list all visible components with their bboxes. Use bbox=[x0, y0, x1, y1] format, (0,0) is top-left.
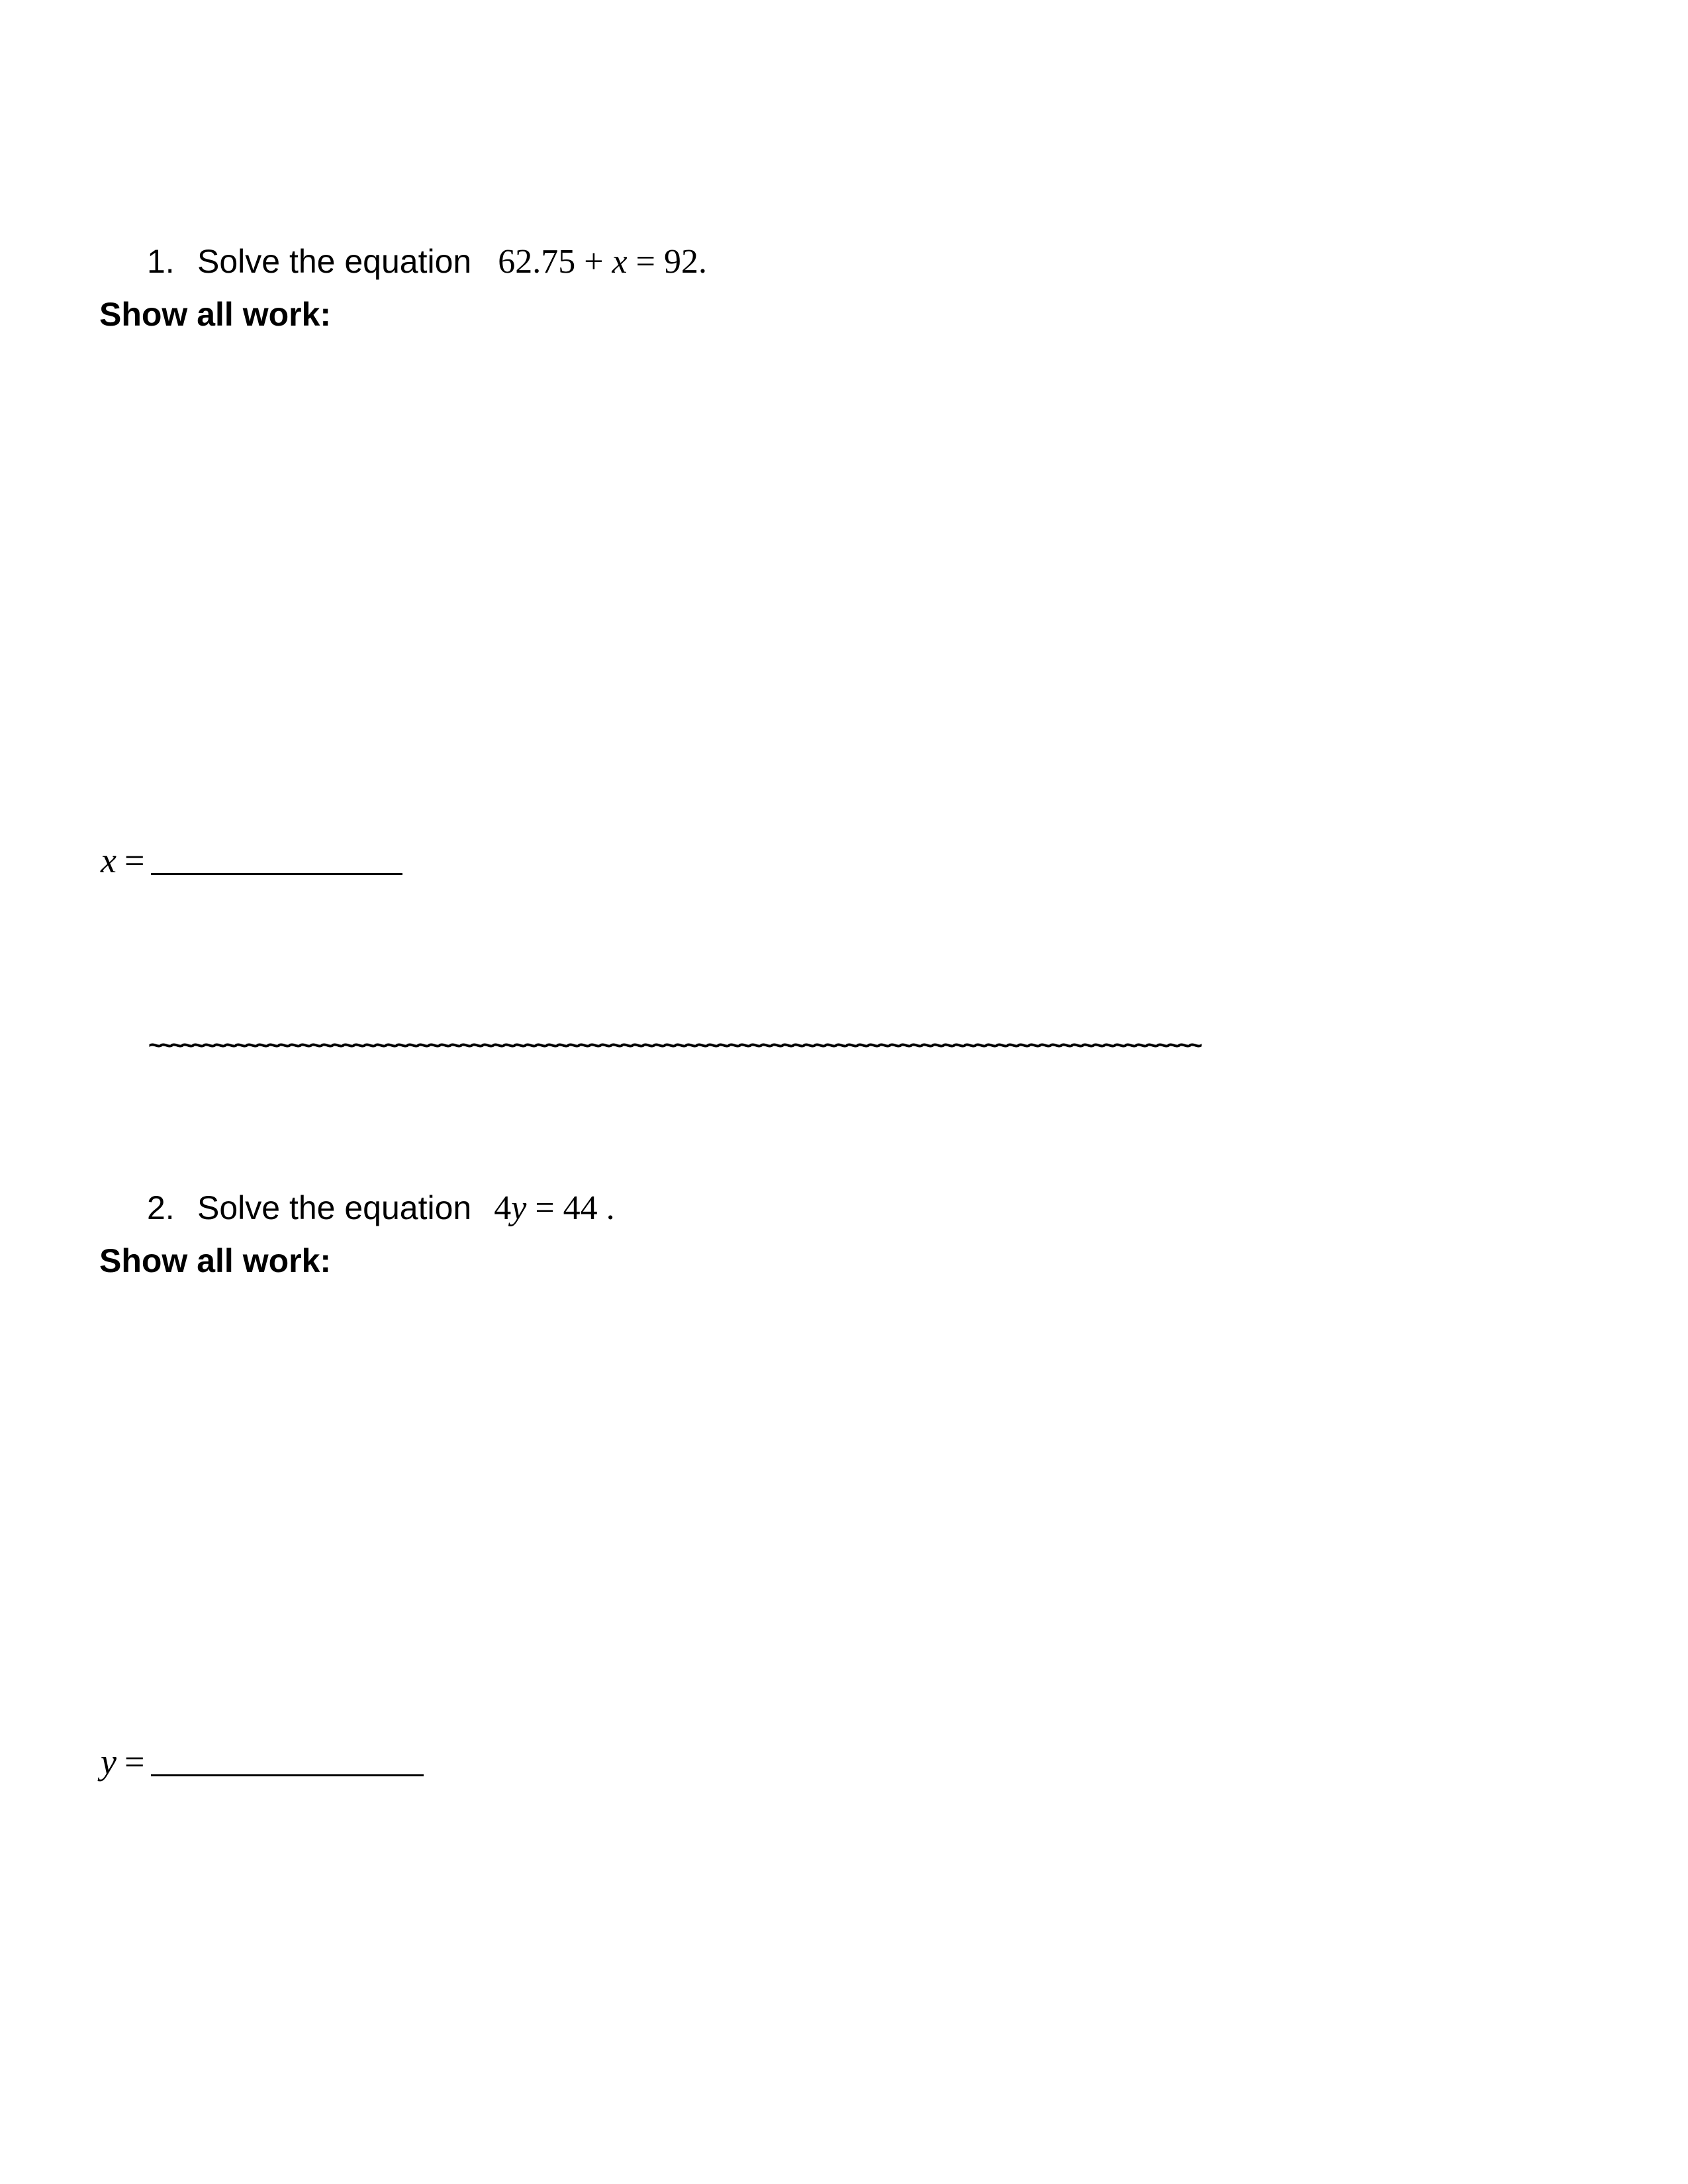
question-2-work-label: Show all work: bbox=[99, 1242, 332, 1279]
question-1-equation-variable: x bbox=[612, 243, 628, 281]
question-2-equation bbox=[494, 1189, 614, 1227]
question-1-answer-equals: = bbox=[124, 841, 145, 880]
question-2-equation-variable: y bbox=[511, 1189, 527, 1227]
question-2-prompt: Solve the equation bbox=[197, 1189, 472, 1226]
question-1-work-label: Show all work: bbox=[99, 296, 332, 333]
question-1-answer-row bbox=[101, 841, 402, 880]
section-divider: ~~~~~~~~~~~~~~~~~~~~~~~~~~~~~~~~~~~~~~~~~~~~~~~~~~~~~~~~~~~~~~~~~~~~~~~~~~~~~~~~~~~~~~~~~~~~~~~~~~ bbox=[148, 1032, 1199, 1059]
question-1-equation-left: 62.75 + bbox=[498, 243, 612, 281]
question-2-answer-row bbox=[101, 1742, 424, 1782]
question-2-answer-variable: y bbox=[101, 1742, 117, 1782]
question-1-equation-right: = 92. bbox=[627, 243, 707, 281]
question-2-number: 2. bbox=[147, 1189, 175, 1226]
question-1 bbox=[147, 242, 707, 282]
question-2-equation-right: = 44 . bbox=[526, 1189, 615, 1227]
question-2-equation-left: 4 bbox=[494, 1189, 512, 1227]
question-1-equation bbox=[498, 243, 707, 281]
question-2-answer-equals: = bbox=[124, 1742, 145, 1782]
question-1-number: 1. bbox=[147, 243, 175, 280]
question-1-answer-blank[interactable] bbox=[151, 846, 402, 875]
question-2-answer-blank[interactable] bbox=[151, 1748, 424, 1776]
question-1-prompt: Solve the equation bbox=[197, 243, 472, 280]
question-1-answer-variable: x bbox=[101, 841, 117, 880]
question-2 bbox=[147, 1188, 615, 1228]
